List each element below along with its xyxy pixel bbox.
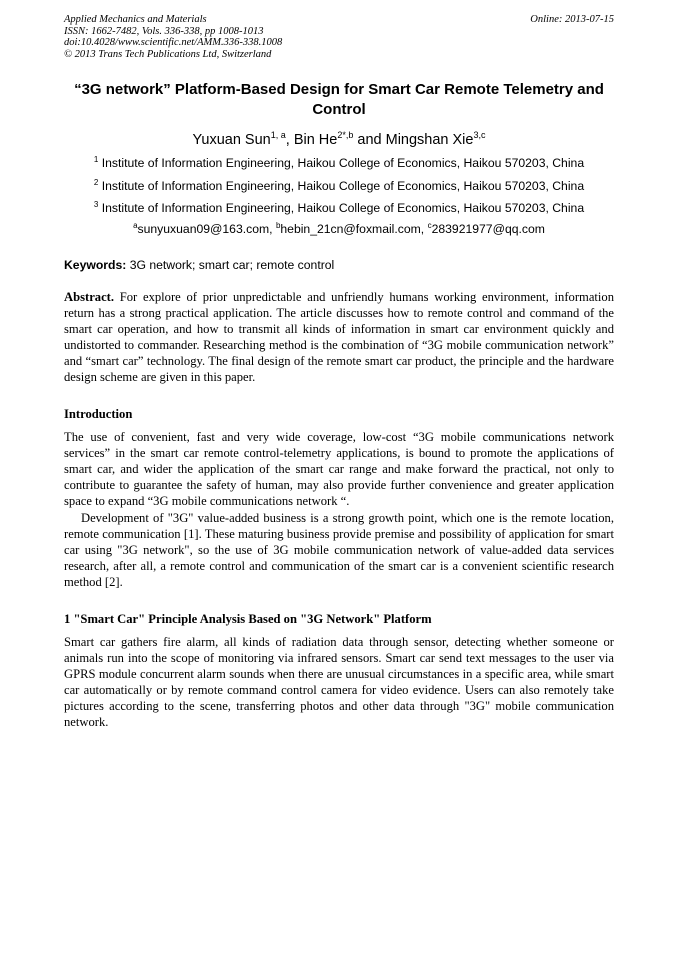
abstract-label: Abstract. <box>64 290 115 304</box>
paper-title: “3G network” Platform-Based Design for Smart Car Remote Telemetry and Control <box>74 81 604 118</box>
section1-paragraph-1: Smart car gathers fire alarm, all kinds of radiation data through sensor, detecting whether someone or animals run into the scope of monitoring via infrared sensors. Smart car send text messages to the user via GPRS module concurrent alarm sounds when there are unusual circumstances in a specific area, while smart car automatically or by remote command control camera for video evidence. Users can also remotely take pictures according to the scene, transferring photos and other data through "3G" mobile communication network. <box>64 635 614 730</box>
affiliation-text: Institute of Information Engineering, Haikou College of Economics, Haikou 570203, China <box>101 201 585 215</box>
introduction-paragraph-1: The use of convenient, fast and very wide coverage, low-cost “3G mobile communications network services” in the smart car remote control-telemetry applications, is bound to promote the applications of smart car, and wider the application of the smart car range and make forward the practical, not only to contribute to guarantee the safety of human, may also provide further convenience and greater application space to expand “3G mobile communications network “. <box>64 430 614 509</box>
author-separator: , <box>285 132 294 148</box>
affiliation <box>64 156 614 171</box>
journal-name: Applied Mechanics and Materials <box>64 14 207 25</box>
journal-copyright: © 2013 Trans Tech Publications Ltd, Switzerland <box>64 48 272 60</box>
affiliation-text: Institute of Information Engineering, Haikou College of Economics, Haikou 570203, China <box>101 156 585 170</box>
keywords-text: 3G network; smart car; remote control <box>126 258 335 272</box>
email-marker: a <box>133 221 138 230</box>
section-heading-1: 1 "Smart Car" Principle Analysis Based on "3G Network" Platform <box>64 612 432 626</box>
author-name: Bin He <box>293 132 338 148</box>
author-marker: 1, a <box>270 130 286 140</box>
affiliation <box>64 179 614 194</box>
abstract <box>64 289 614 386</box>
keywords-label: Keywords: <box>64 258 127 272</box>
journal-header <box>64 14 282 60</box>
email-address: 283921977@qq.com <box>431 222 545 236</box>
author-name: Yuxuan Sun <box>192 132 271 148</box>
email-address: sunyuxuan09@163.com, <box>137 222 276 236</box>
author-list <box>64 131 614 149</box>
email-list <box>64 222 614 237</box>
email-address: hebin_21cn@foxmail.com, <box>280 222 428 236</box>
author-name: Mingshan Xie <box>385 132 474 148</box>
online-date: Online: 2013-07-15 <box>530 14 614 25</box>
affiliation-number: 3 <box>93 200 99 209</box>
email-marker: c <box>427 221 432 230</box>
journal-issn: ISSN: 1662-7482, Vols. 336-338, pp 1008-1013 <box>64 25 264 37</box>
email-marker: b <box>275 221 281 230</box>
author-marker: 3,c <box>473 130 486 140</box>
author-separator: and <box>353 132 386 148</box>
section-heading-introduction: Introduction <box>64 407 133 421</box>
journal-doi: doi:10.4028/www.scientific.net/AMM.336-338.1008 <box>64 37 283 48</box>
affiliation-number: 1 <box>93 155 99 164</box>
abstract-text: For explore of prior unpredictable and unfriendly humans working environment, information return has a strong practical application. The article discusses how to remote control and command of the smart car operation, and how to transmit all kinds of information in smart car environment quickly and undistorted to commander. Researching method is the combination of “3G mobile communication network” and “smart car” technology. The final design of the remote smart car product, the principle and the hardware design scheme are given in this paper. <box>64 290 614 385</box>
affiliation-number: 2 <box>93 178 99 187</box>
affiliation <box>64 201 614 216</box>
author-marker: 2*,b <box>337 130 354 140</box>
introduction-paragraph-2: Development of "3G" value-added business is a strong growth point, which one is the remote location, remote communication [1]. These maturing business provide premise and possibility of application for smart car using "3G network", so the use of 3G mobile communication network of value-added data services research, after all, a remote control and communication of the smart car is a convenient scientific research method [2]. <box>64 511 614 590</box>
keywords <box>64 258 614 273</box>
affiliation-text: Institute of Information Engineering, Haikou College of Economics, Haikou 570203, China <box>101 179 585 193</box>
